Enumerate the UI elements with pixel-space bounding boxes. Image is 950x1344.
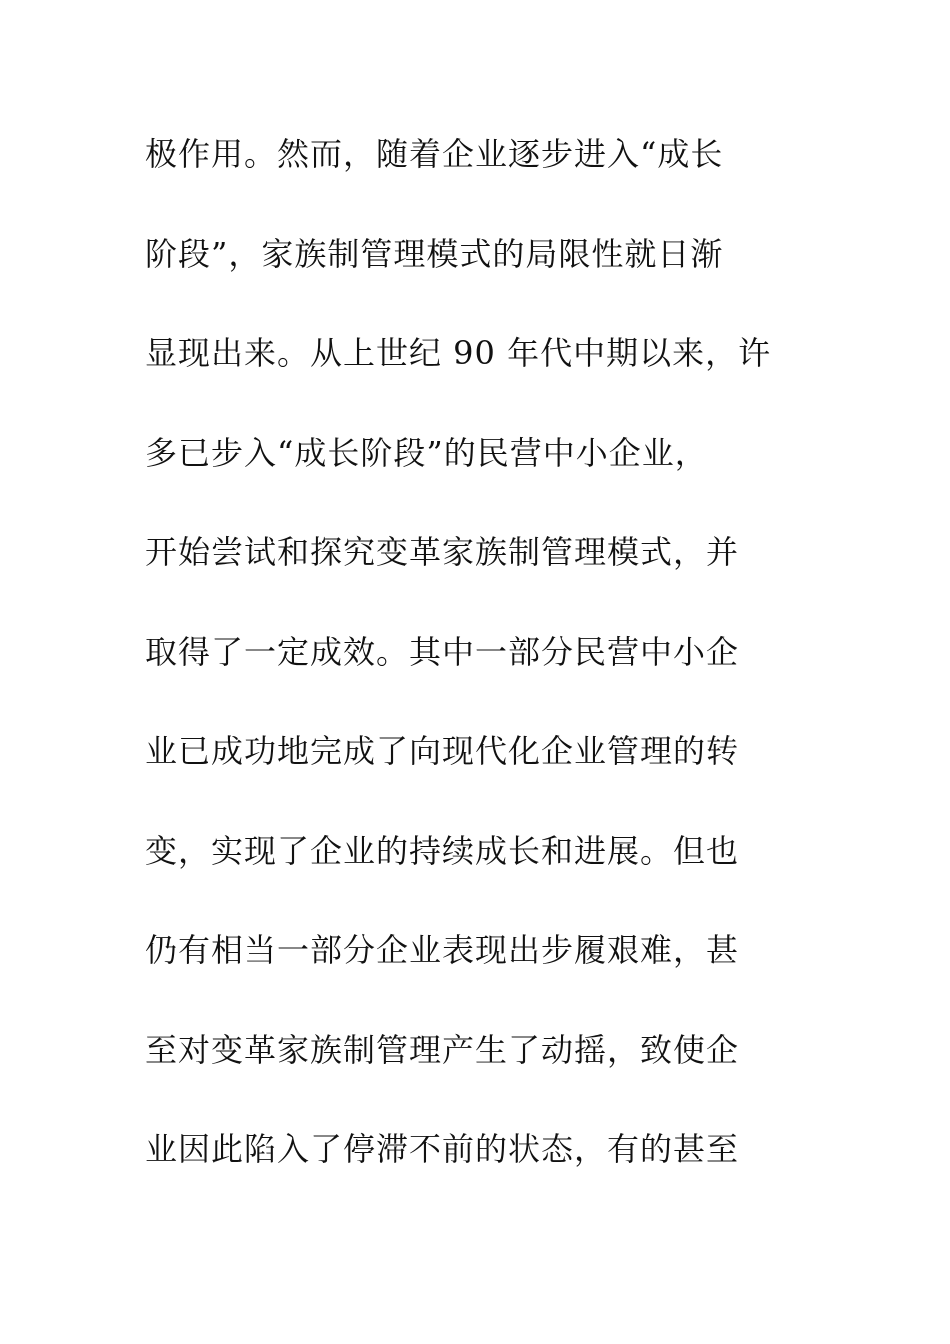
text-line: 极作用。然而，随着企业逐步进入“成长 (145, 135, 724, 173)
text-line: 仍有相当一部分企业表现出步履艰难，甚 (145, 931, 740, 969)
text-line: 业因此陷入了停滞不前的状态，有的甚至 (145, 1130, 740, 1168)
text-line: 至对变革家族制管理产生了动摇，致使企 (145, 1030, 740, 1069)
text-line: 多已步入“成长阶段”的民营中小企业， (145, 433, 708, 472)
text-line: 业已成功地完成了向现代化企业管理的转 (145, 732, 740, 770)
body-paragraph (145, 125, 805, 1220)
text-line: 变，实现了企业的持续成长和进展。但也 (145, 831, 740, 870)
text-line: 显现出来。从上世纪 90 年代中期以来，许 (145, 334, 772, 372)
text-line: 阶段”，家族制管理模式的局限性就日渐 (145, 234, 724, 273)
text-line: 开始尝试和探究变革家族制管理模式，并 (145, 533, 740, 571)
text-line: 取得了一定成效。其中一部分民营中小企 (145, 632, 740, 671)
